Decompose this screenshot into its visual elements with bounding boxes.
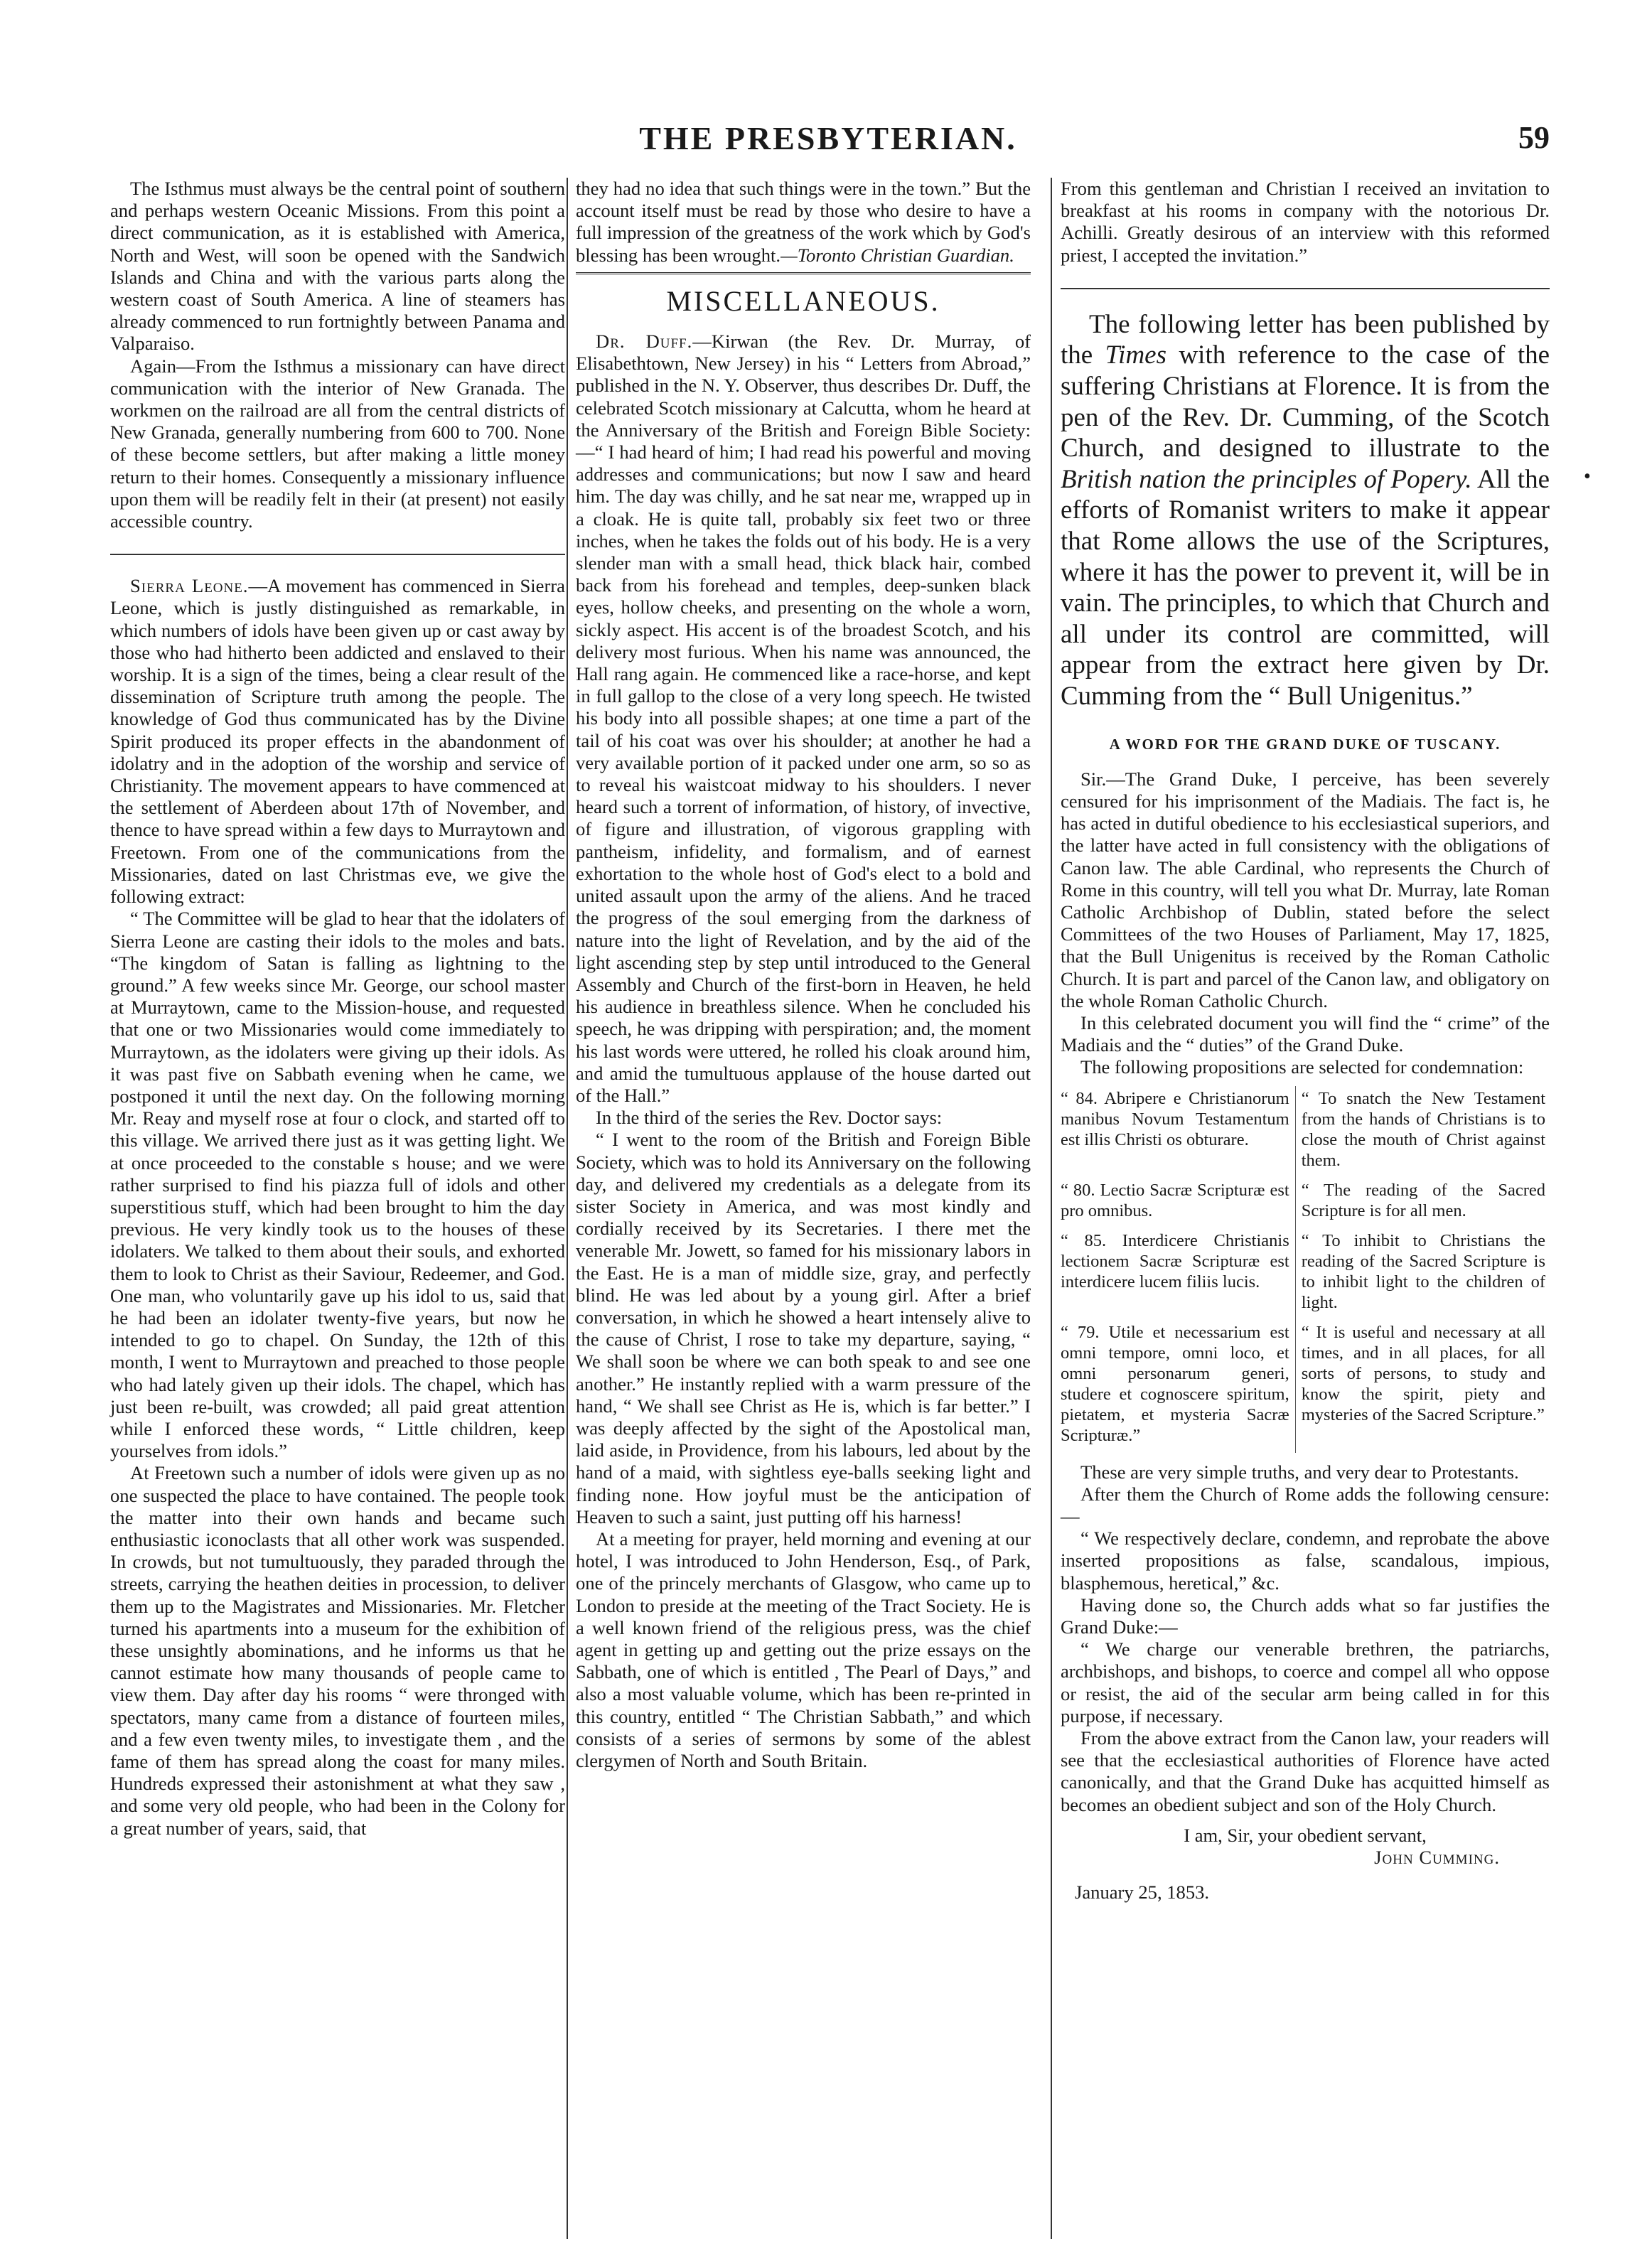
isthmus-paragraph: The Isthmus must always be the central point of southern and perhaps western Oceanic Missions. From this point a direct communication, as it is established with America, North and West, will soon be opened with the Sandwich Islands and China and with the various parts along the western coast of South America. A line of steamers has already commenced to run fortnightly between Panama and Valparaiso. bbox=[110, 178, 565, 355]
column-rule-right bbox=[1051, 178, 1052, 2239]
third-series-intro: In the third of the series the Rev. Doctor says: bbox=[596, 1107, 943, 1129]
continued-paragraph-col3: From this gentleman and Christian I received an invitation to breakfast at his rooms in company with the notorious Dr. Achilli. Greatly desirous of an interview with this reformed priest, I accepted the invitation.” bbox=[1061, 178, 1550, 266]
proposition-english: “ The reading of the Sacred Scripture is for all men. bbox=[1301, 1180, 1545, 1220]
closing-paragraph: “ We respectively declare, condemn, and reprobate the above inserted propositions as false, scandalous, impious, blasphemous, heretical,” &c. bbox=[1061, 1527, 1550, 1594]
proposition-latin: “ 84. Abripere e Christianorum manibus Novum Testamentum est illis Christi os obturare. bbox=[1061, 1086, 1295, 1178]
letter-date: January 25, 1853. bbox=[1075, 1881, 1210, 1903]
cumming-introduction: The following letter has been published by the Times with reference to the case of the suffering Christians at Florence. It is from the pen of the Rev. Dr. Cumming, of the Scotch Church, and designed to illustrate to the British nation the principles of Popery. All the efforts of Romanist writers to make it appear that Rome allows the use of the Scriptures, where it has the power to prevent it, will be in vain. The principles, to which that Church and all under its control are committed, will appear from the extract here given by Dr. Cumming from the “ Bull Unigenitus.” bbox=[1061, 309, 1550, 711]
freetown-paragraph: At Freetown such a number of idols were given up as no one suspected the place to have contained. The people took the matter into their own hands and became such enthusiastic iconoclasts that all other work was suspended. In crowds, but not tumultuously, they paraded through the streets, carrying the heathen deities in procession, to deliver them up to the Magistrates and Missionaries. Mr. Fletcher turned his apartments into a museum for the exhibition of these unsightly abominations, and he informs us that he cannot estimate how many thousands of people came to view them. Day after day his rooms “ were thronged with spectators, many came from a distance of fourteen miles, and a few even twenty miles, to investigate them , and the fame of them has spread along the coast for many miles. Hundreds expressed their astonishment at what they saw , and some very old people, who had been in the Colony for a great number of years, said, that bbox=[110, 1462, 565, 1839]
proposition-english: “ To inhibit to Christians the reading of the Sacred Scripture is to inhibit light to the children of light. bbox=[1301, 1230, 1545, 1312]
proposition-row bbox=[1061, 1086, 1550, 1178]
committee-extract: “ The Committee will be glad to hear that the idolaters of Sierra Leone are casting their idols to the moles and bats. “The kingdom of Satan is falling as lightning to the ground.” A few weeks since Mr. George, our school master at Murraytown, came to the Mission-house, and requested that one or two Missionaries would come immediately to Murraytown, as the idolaters were giving up their idols. As it was past five on Sabbath evening when he came, we postponed it until the next day. On the following morning Mr. Reay and myself rose at four o clock, and started off to this village. We arrived there just as it was getting light. We at once proceeded to the constable s house; and we were rather surprised to find his piazza full of idols and other superstitious stuff, which had been brought to him the day previous. He very kindly took us to the houses of these idolaters. We talked to them about their souls, and exhorted them to look to Christ as their Saviour, Redeemer, and God. One man, who voluntarily gave up his idol to us, said that he had been an idolater twenty-five years, but now he intended to go to chapel. On Sunday, the 12th of this month, I went to Murraytown and preached to those people who had lately given up their idols. The chapel, which has just been re-built, was crowded; all paid great attention while I enforced these words, “ Little children, keep yourselves from idols.” bbox=[110, 908, 565, 1462]
letter-paragraph: The following propositions are selected for condemnation: bbox=[1080, 1056, 1524, 1078]
letter-paragraph: Sir.—The Grand Duke, I perceive, has been severely censured for his imprisonment of the Madiais. The fact is, he has acted in dutiful obedience to his ecclesiastical superiors, and the latter have acted in full consistency with the obligations of Canon law. The able Cardinal, who represents the Church of Rome in this country, will tell you what Dr. Murray, late Roman Catholic Archbishop of Dublin, stated before the select Committees of the two Houses of Parliament, May 17, 1825, that the Bull Unigenitus is received by the Roman Catholic Church. It is part and parcel of the Canon law, and obligatory on the whole Roman Catholic Church. bbox=[1061, 768, 1550, 1011]
proposition-row bbox=[1061, 1320, 1550, 1453]
letter-signoff: I am, Sir, your obedient servant, bbox=[1184, 1824, 1427, 1846]
sierra-leone-heading: Sierra Leone. bbox=[130, 575, 249, 597]
proposition-latin: “ 79. Utile et necessarium est omni tempore, omni loco, et omni personarum generi, studere et cognoscere spiritum, pietatem, et mysteria Sacræ Scripturæ.” bbox=[1061, 1320, 1295, 1453]
running-head bbox=[107, 119, 1550, 169]
letter-paragraph: In this celebrated document you will find the “ crime” of the Madiais and the “ duties” of the Grand Duke. bbox=[1061, 1011, 1550, 1056]
proposition-latin: “ 80. Lectio Sacræ Scripturæ est pro omnibus. bbox=[1061, 1178, 1295, 1228]
continued-paragraph: they had no idea that such things were in the town.” But the account itself must be read by those who desire to have a full impression of the greatness of the work which by God's blessing has been wrought.—Toronto Christian Guardian. bbox=[576, 178, 1031, 266]
proposition-english: “ To snatch the New Testament from the hands of Christians is to close the mouth of Christ against them. bbox=[1301, 1088, 1545, 1170]
column-one bbox=[110, 178, 565, 1840]
column-two bbox=[576, 178, 1031, 1772]
column-separator-2 bbox=[1061, 288, 1550, 289]
closing-paragraph: “ We charge our venerable brethren, the patriarchs, archbishops, and bishops, to coerce and compel all who oppose or resist, the aid of the secular arm being called in for this purpose, if necessary. bbox=[1061, 1638, 1550, 1727]
sierra-leone-paragraph: Sierra Leone.—A movement has commenced in Sierra Leone, which is justly distinguished as remarkable, in which numbers of idols have been given up or cast away by those who had hitherto been addicted and enslaved to their worship. It is a sign of the times, being a clear result of the dissemination of Scripture truth among the people. The knowledge of God thus communicated has by the Divine Spirit produced its proper effects in the abandonment of idolatry and in the adoption of the worship and service of Christianity. The movement appears to have commenced at the settlement of Aberdeen about 17th of November, and thence to have spread within a few days to Murraytown and Freetown. From one of the communications from the Missionaries, dated on last Christmas eve, we give the following extract: bbox=[110, 575, 565, 908]
letter-heading: A WORD FOR THE GRAND DUKE OF TUSCANY. bbox=[1109, 735, 1501, 753]
proposition-english: “ It is useful and necessary at all times, and in all places, for all sorts of persons, to study and know the spirit, piety and mysteries of the Sacred Scripture.” bbox=[1301, 1322, 1545, 1424]
column-rule-left bbox=[567, 178, 568, 2239]
proposition-latin: “ 85. Interdicere Christianis lectionem Sacræ Scripturæ est interdicere lucem filiis lucis. bbox=[1061, 1228, 1295, 1320]
bible-society-paragraph: “ I went to the room of the British and Foreign Bible Society, which was to hold its Anniversary on the following day, and delivered my credentials as a delegate from its sister Society in America, and was most kindly and cordially received by its Secretaries. I there met the venerable Mr. Jowett, so famed for his missionary labors in the East. He is a man of middle size, gray, and perfectly blind. He was led about by a young girl. After a brief conversation, in which he showed a heart intensely alive to the cause of Christ, I rose to take my departure, saying, “ We shall soon be where we can both speak to and see one another.” He instantly replied with a warm pressure of the hand, “ We shall see Christ as He is, which is far better.” I was deeply affected by the sight of the Apostolical man, laid aside, in Providence, from his labours, led about by the hand of a maid, with sightless eye-balls seeking light and finding none. How joyful must be the anticipation of Heaven to such a saint, just putting off his harness! bbox=[576, 1129, 1031, 1527]
letter-signature: John Cumming. bbox=[1374, 1847, 1500, 1869]
page-number: 59 bbox=[1518, 120, 1550, 155]
duff-lead: Dr. Duff. bbox=[596, 331, 693, 353]
isthmus-paragraph-2: Again—From the Isthmus a missionary can have direct communication with the interior of New Granada. The workmen on the railroad are all from the central districts of New Granada, generally numbering from 600 to 700. None of these become settlers, but after making a little money return to their homes. Consequently a missionary influence upon them will be readily felt in their (at present) not easily accessible country. bbox=[110, 355, 565, 532]
page-title: THE PRESBYTERIAN. bbox=[639, 120, 1017, 156]
duff-paragraph: Dr. Duff.—Kirwan (the Rev. Dr. Murray, of Elisabethtown, New Jersey) in his “ Letters from Abroad,” published in the N. Y. Observer, thus describes Dr. Duff, the celebrated Scotch missionary at Calcutta, whom he heard at the Anniversary of the British and Foreign Bible Society:—“ I had heard of him; I had read his powerful and moving addresses and communications; but now I saw and heard him. The day was chilly, and he sat near me, wrapped up in a cloak. He is quite tall, probably six feet two or three inches, when he takes the folds out of his body. He is a very slender man with a small head, thick black hair, combed back from his forehead and temples, deep-sunken black eyes, hollow cheeks, and presenting on the whole a worn, sickly aspect. His accent is of the broadest Scotch, and his delivery most furious. When his name was announced, the Hall rang again. He commenced like a race-horse, and kept in full gallop to the close of a very long speech. He twisted his body into all possible shapes; at one time a part of the tail of his coat was over his shoulder; at another he had a very available portion of it packed under one arm, so so as to reveal his waistcoat midway to his shoulders. I never heard such a torrent of information, of history, of invective, of figure and illustration, of vigorous grappling with pantheism, infidelity, and formalism, and of earnest exhortation to the whole host of God's elect to a bold and united assault upon the army of the aliens. And he traced the progress of the soul emerging from the darkness of nature into the light of Revelation, and by the aid of the light ascending step by step until introduced to the General Assembly and Church of the first-born in Heaven, he held his audience in breathless silence. When he concluded his speech, he was dripping with perspiration; and, the moment his last words were uttered, he rolled his cloak around him, and amid the tumultuous applause of the house darted out of the Hall.” bbox=[576, 331, 1031, 1106]
source-credit: —Toronto Christian Guardian. bbox=[781, 244, 1014, 266]
propositions-table bbox=[1061, 1086, 1550, 1453]
section-heading: MISCELLANEOUS. bbox=[666, 284, 940, 317]
closing-paragraph: These are very simple truths, and very dear to Protestants. bbox=[1080, 1461, 1519, 1483]
proposition-row bbox=[1061, 1178, 1550, 1228]
column-three bbox=[1061, 178, 1550, 1903]
closing-paragraph: After them the Church of Rome adds the following censure:— bbox=[1061, 1483, 1550, 1527]
section-rule bbox=[576, 272, 1031, 274]
closing-paragraph: Having done so, the Church adds what so far justifies the Grand Duke:— bbox=[1061, 1594, 1550, 1638]
margin-mark: • bbox=[1584, 466, 1591, 488]
column-separator bbox=[110, 554, 565, 555]
proposition-row bbox=[1061, 1228, 1550, 1320]
closing-paragraph: From the above extract from the Canon law, your readers will see that the ecclesiastical authorities of Florence have acted canonically, and that the Grand Duke has acquitted himself as becomes an obedient subject and son of the Holy Church. bbox=[1061, 1727, 1550, 1815]
prayer-meeting-paragraph: At a meeting for prayer, held morning and evening at our hotel, I was introduced to John Henderson, Esq., of Park, one of the princely merchants of Glasgow, who came up to London to preside at the meeting of the Tract Society. He is a well known friend of the religious press, was the chief agent in getting up and getting out the prize essays on the Sabbath, one of which is entitled , The Pearl of Days,” and also a most valuable volume, which has been re-printed in this country, entitled “ The Christian Sabbath,” and which consists of a series of sermons by some of the ablest clergymen of North and South Britain. bbox=[576, 1527, 1031, 1772]
